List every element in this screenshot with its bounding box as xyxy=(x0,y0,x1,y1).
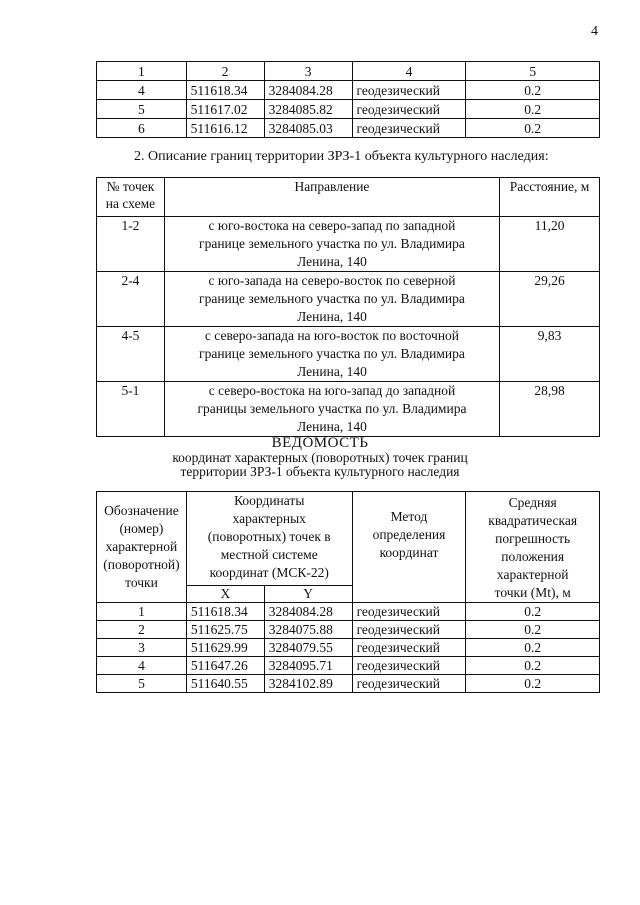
column-number-cell: 1 xyxy=(97,62,187,81)
direction-line: с юго-востока на северо-запад по западной xyxy=(208,218,456,233)
method-cell: геодезический xyxy=(352,100,466,119)
error-cell: 0.2 xyxy=(466,119,600,138)
table-row xyxy=(97,675,600,693)
coordinates-table-continuation xyxy=(96,61,600,138)
header-line: положения xyxy=(501,549,565,564)
header-line: (поворотных) точек в xyxy=(207,529,331,544)
distance-cell: 9,83 xyxy=(500,327,600,382)
x-cell: 511647.26 xyxy=(186,657,264,675)
header-line: характерных xyxy=(232,511,306,526)
y-cell: 3284095.71 xyxy=(264,657,352,675)
table-row xyxy=(97,327,600,382)
method-cell: геодезический xyxy=(352,119,466,138)
points-cell: 2-4 xyxy=(97,272,165,327)
x-cell: 511629.99 xyxy=(186,639,264,657)
table-row xyxy=(97,217,600,272)
direction-line: Ленина, 140 xyxy=(297,419,367,434)
direction-line: с северо-востока на юго-запад до западной xyxy=(208,383,456,398)
column-number-cell: 3 xyxy=(264,62,352,81)
points-cell: 1-2 xyxy=(97,217,165,272)
method-cell: геодезический xyxy=(352,675,466,693)
point-cell: 1 xyxy=(97,603,187,621)
error-cell: 0.2 xyxy=(466,675,600,693)
direction-line: границы земельного участка по ул. Владимира xyxy=(197,401,467,416)
table-header-row xyxy=(97,178,600,217)
error-cell: 0.2 xyxy=(466,639,600,657)
error-cell: 0.2 xyxy=(466,657,600,675)
x-header: X xyxy=(186,585,264,602)
header-line: Координаты xyxy=(234,493,305,508)
method-cell: геодезический xyxy=(352,603,466,621)
points-header-line: № точек xyxy=(106,179,155,194)
header-line: погрешность xyxy=(495,531,571,546)
vedomost-subtitle: территории ЗРЗ-1 объекта культурного наследия xyxy=(180,464,460,479)
table-header-row xyxy=(97,62,600,81)
error-header xyxy=(466,492,600,603)
direction-cell xyxy=(164,272,499,327)
y-cell: 3284085.03 xyxy=(264,119,352,138)
x-cell: 511625.75 xyxy=(186,621,264,639)
boundary-description-table xyxy=(96,177,600,437)
distance-cell: 29,26 xyxy=(500,272,600,327)
points-cell: 5-1 xyxy=(97,382,165,437)
header-line: Метод xyxy=(390,509,428,524)
x-cell: 511617.02 xyxy=(186,100,264,119)
header-line: точки (Mt), м xyxy=(494,585,571,600)
method-cell: геодезический xyxy=(352,621,466,639)
direction-line: с северо-запада на юго-восток по восточной xyxy=(204,328,460,343)
direction-cell xyxy=(164,327,499,382)
y-cell: 3284102.89 xyxy=(264,675,352,693)
y-cell: 3284085.82 xyxy=(264,100,352,119)
coordinates-statement-table xyxy=(96,491,600,693)
y-cell: 3284084.28 xyxy=(264,81,352,100)
point-cell: 6 xyxy=(97,119,187,138)
direction-line: Ленина, 140 xyxy=(297,309,367,324)
column-number-cell: 4 xyxy=(352,62,466,81)
x-cell: 511640.55 xyxy=(186,675,264,693)
direction-line: Ленина, 140 xyxy=(297,254,367,269)
distance-cell: 11,20 xyxy=(500,217,600,272)
direction-cell xyxy=(164,217,499,272)
point-cell: 5 xyxy=(97,675,187,693)
distance-header: Расстояние, м xyxy=(500,178,600,217)
header-line: (номер) xyxy=(119,521,164,536)
table-row xyxy=(97,81,600,100)
header-line: координат (МСК-22) xyxy=(209,565,329,580)
table-row xyxy=(97,119,600,138)
direction-line: границе земельного участка по ул. Владимира xyxy=(199,236,465,251)
direction-line: границе земельного участка по ул. Владимира xyxy=(199,346,465,361)
table-row xyxy=(97,382,600,437)
vedomost-title: ВЕДОМОСТЬ xyxy=(271,435,369,451)
point-cell: 5 xyxy=(97,100,187,119)
error-cell: 0.2 xyxy=(466,81,600,100)
header-line: характерной xyxy=(496,567,569,582)
method-cell: геодезический xyxy=(352,657,466,675)
vedomost-subtitle: координат характерных (поворотных) точек границ xyxy=(172,450,468,465)
column-number-cell: 2 xyxy=(186,62,264,81)
points-header xyxy=(97,178,165,217)
table-row xyxy=(97,639,600,657)
point-cell: 4 xyxy=(97,81,187,100)
table-row xyxy=(97,621,600,639)
header-line: характерной xyxy=(105,539,178,554)
y-cell: 3284079.55 xyxy=(264,639,352,657)
error-cell: 0.2 xyxy=(466,100,600,119)
method-cell: геодезический xyxy=(352,81,466,100)
distance-cell: 28,98 xyxy=(500,382,600,437)
method-header xyxy=(352,492,466,603)
y-cell: 3284084.28 xyxy=(264,603,352,621)
y-header: Y xyxy=(264,585,352,602)
table-row xyxy=(97,657,600,675)
direction-header: Направление xyxy=(164,178,499,217)
column-number-cell: 5 xyxy=(466,62,600,81)
point-cell: 3 xyxy=(97,639,187,657)
page-number: 4 xyxy=(591,24,598,39)
header-line: точки xyxy=(125,575,158,590)
header-line: Обозначение xyxy=(104,503,179,518)
direction-line: границе земельного участка по ул. Владимира xyxy=(199,291,465,306)
direction-cell xyxy=(164,382,499,437)
header-line: координат xyxy=(379,545,439,560)
section-2-heading: 2. Описание границ территории ЗРЗ-1 объекта культурного наследия: xyxy=(134,149,549,164)
coordinates-header xyxy=(186,492,352,586)
error-cell: 0.2 xyxy=(466,603,600,621)
y-cell: 3284075.88 xyxy=(264,621,352,639)
header-line: определения xyxy=(372,527,446,542)
point-cell: 2 xyxy=(97,621,187,639)
x-cell: 511618.34 xyxy=(186,81,264,100)
header-line: квадратическая xyxy=(488,513,578,528)
error-cell: 0.2 xyxy=(466,621,600,639)
header-line: местной системе xyxy=(220,547,318,562)
table-row xyxy=(97,100,600,119)
direction-line: Ленина, 140 xyxy=(297,364,367,379)
header-line: Средняя xyxy=(508,495,557,510)
table-row xyxy=(97,272,600,327)
x-cell: 511616.12 xyxy=(186,119,264,138)
points-header-line: на схеме xyxy=(105,196,156,211)
table-header-row xyxy=(97,492,600,586)
points-cell: 4-5 xyxy=(97,327,165,382)
point-cell: 4 xyxy=(97,657,187,675)
method-cell: геодезический xyxy=(352,639,466,657)
header-line: (поворотной) xyxy=(103,557,180,572)
x-cell: 511618.34 xyxy=(186,603,264,621)
table-row xyxy=(97,603,600,621)
direction-line: с юго-запада на северо-восток по северной xyxy=(208,273,456,288)
designation-header xyxy=(97,492,187,603)
